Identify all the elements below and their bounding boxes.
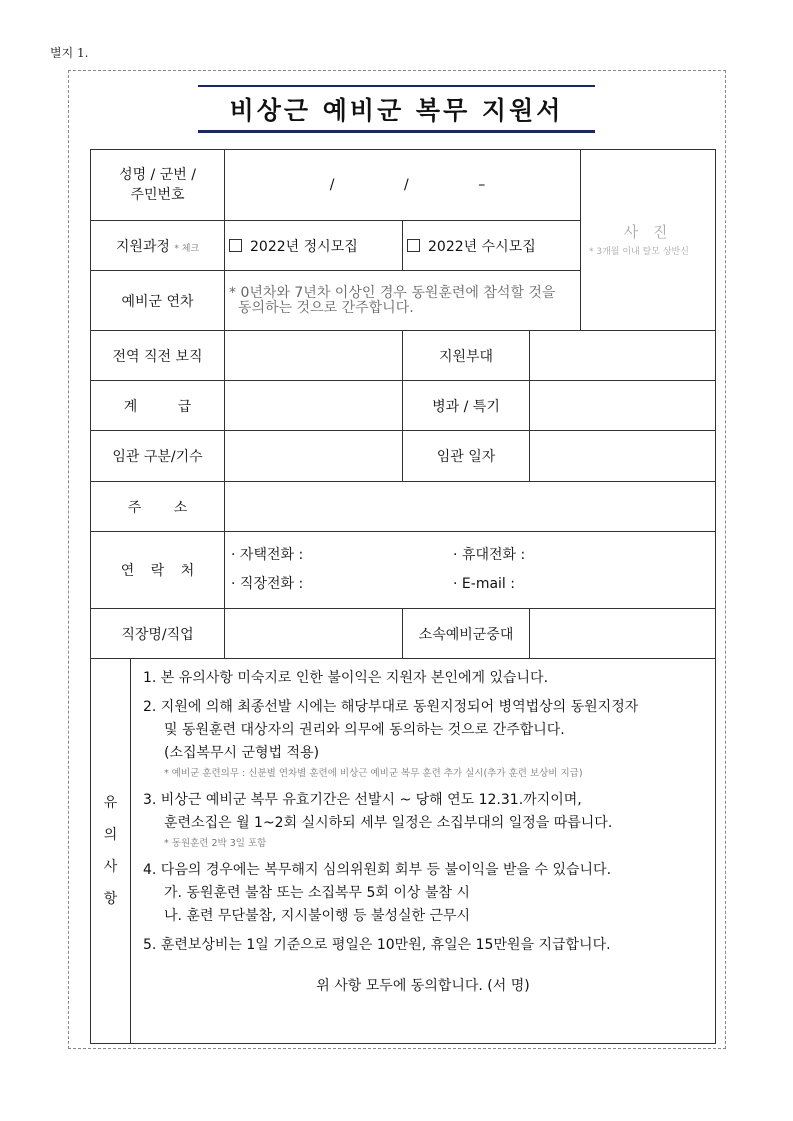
annex-number: 별지 1. [50, 46, 89, 60]
row-commission [91, 431, 716, 482]
commission-date-label: 임관 일자 [403, 431, 530, 482]
course-option-2[interactable] [403, 221, 581, 271]
photo-title: 사 진 [623, 223, 673, 241]
branch-input[interactable] [225, 331, 403, 381]
notice-char-1: 유 [103, 795, 118, 811]
form-title: 비상근 예비군 복무 지원서 [229, 95, 564, 125]
mobile-phone-label: · 휴대전화 : [453, 547, 526, 563]
notice-item-1 [143, 667, 703, 690]
commission-input[interactable] [225, 431, 403, 482]
rank-label: 계 급 [91, 381, 225, 431]
row-name [91, 150, 716, 221]
checkbox-icon[interactable] [407, 239, 420, 252]
name-label-line2: 주민번호 [130, 187, 185, 203]
notice-item-4-line2: 가. 동원훈련 불참 또는 소집복무 5회 이상 불참 시 [164, 885, 470, 901]
notice-item-2-note: * 예비군 훈련의무 : 신분별 연차별 훈련에 비상근 예비군 복무 훈련 추가 실시(추가 훈련 보상비 지급) [164, 768, 583, 779]
notice-item-1-text: 1. 본 유의사항 미숙지로 인한 불이익은 지원자 본인에게 있습니다. [143, 670, 549, 686]
workplace-input[interactable] [225, 609, 403, 659]
notice-item-4-line3: 나. 훈련 무단불참, 지시불이행 등 불성실한 근무시 [164, 908, 471, 924]
row-rank [91, 381, 716, 431]
course-label-cell [91, 221, 225, 271]
workplace-label: 직장명/직업 [91, 609, 225, 659]
name-input-cell[interactable] [225, 150, 581, 221]
notice-item-4-line1: 4. 다음의 경우에는 복무해지 심의위원회 회부 등 불이익을 받을 수 있습니다. [143, 862, 612, 878]
commission-date-input[interactable] [530, 431, 716, 482]
contact-input-cell[interactable] [225, 532, 716, 609]
contact-label: 연 락 처 [91, 532, 225, 609]
specialty-label: 병과 / 특기 [403, 381, 530, 431]
application-form-table [90, 149, 716, 1044]
photo-note: * 3개월 이내 탈모 상반신 [589, 247, 689, 257]
notice-char-2: 의 [103, 827, 118, 843]
course-note: * 체크 [174, 243, 200, 254]
company-input[interactable] [530, 609, 716, 659]
title-box [198, 85, 595, 133]
rank-input[interactable] [225, 381, 403, 431]
home-phone-label: · 자택전화 : [231, 547, 304, 563]
contact-row-2 [231, 570, 715, 599]
name-label-line1: 성명 / 군번 / [119, 167, 196, 183]
row-workplace [91, 609, 716, 659]
year-input-cell[interactable] [225, 271, 581, 331]
branch-label: 전역 직전 보직 [91, 331, 225, 381]
photo-cell[interactable] [581, 150, 716, 331]
id-sep-3: – [478, 177, 486, 193]
address-input[interactable] [225, 482, 716, 532]
specialty-input[interactable] [530, 381, 716, 431]
notice-item-2-line3: (소집복무시 군형법 적용) [164, 745, 320, 761]
name-label-cell [91, 150, 225, 221]
notice-item-3-line2: 훈련소집은 월 1~2회 실시하되 세부 일정은 소집부대의 일정을 따릅니다. [164, 815, 613, 831]
address-label: 주 소 [91, 482, 225, 532]
course-option-2-label: 2022년 수시모집 [428, 238, 536, 255]
notice-item-2 [143, 696, 703, 783]
course-option-1-label: 2022년 정시모집 [250, 238, 358, 255]
agreement-signature[interactable]: 위 사항 모두에 동의합니다. (서 명) [316, 978, 530, 994]
year-label: 예비군 연차 [91, 271, 225, 331]
unit-input[interactable] [530, 331, 716, 381]
notice-item-2-line2: 및 동원훈련 대상자의 권리와 의무에 동의하는 것으로 간주합니다. [164, 722, 565, 738]
notice-item-4 [143, 859, 703, 928]
notice-item-3-note: * 동원훈련 2박 3일 포함 [164, 838, 267, 849]
id-separators [225, 177, 580, 193]
unit-label: 지원부대 [403, 331, 530, 381]
notice-content [131, 659, 716, 1044]
id-sep-2: / [404, 177, 409, 193]
year-note-line2: 동의하는 것으로 간주합니다. [238, 299, 414, 316]
notice-item-3 [143, 789, 703, 853]
notice-char-4: 항 [103, 891, 118, 907]
company-label: 소속예비군중대 [403, 609, 530, 659]
contact-row-1 [231, 541, 715, 570]
work-phone-label: · 직장전화 : [231, 576, 304, 592]
row-contact [91, 532, 716, 609]
row-notice [91, 659, 716, 1044]
year-note-line1: * 0년차와 7년차 이상인 경우 동원훈련에 참석할 것을 [229, 284, 556, 301]
notice-item-2-line1: 2. 지원에 의해 최종선발 시에는 해당부대로 동원지정되어 병역법상의 동원지정자 [143, 699, 639, 715]
row-address [91, 482, 716, 532]
course-label: 지원과정 [115, 238, 170, 255]
id-sep-1: / [329, 177, 335, 193]
notice-item-5 [143, 934, 703, 957]
commission-label: 임관 구분/기수 [91, 431, 225, 482]
notice-side-label [91, 659, 131, 1044]
notice-item-5-text: 5. 훈련보상비는 1일 기준으로 평일은 10만원, 휴일은 15만원을 지급합니다. [143, 937, 611, 953]
notice-item-3-line1: 3. 비상근 예비군 복무 유효기간은 선발시 ~ 당해 연도 12.31.까지이며, [143, 792, 582, 808]
checkbox-icon[interactable] [229, 239, 242, 252]
email-label: · E-mail : [453, 576, 515, 592]
course-option-1[interactable] [225, 221, 403, 271]
notice-char-3: 사 [103, 859, 118, 875]
row-branch [91, 331, 716, 381]
